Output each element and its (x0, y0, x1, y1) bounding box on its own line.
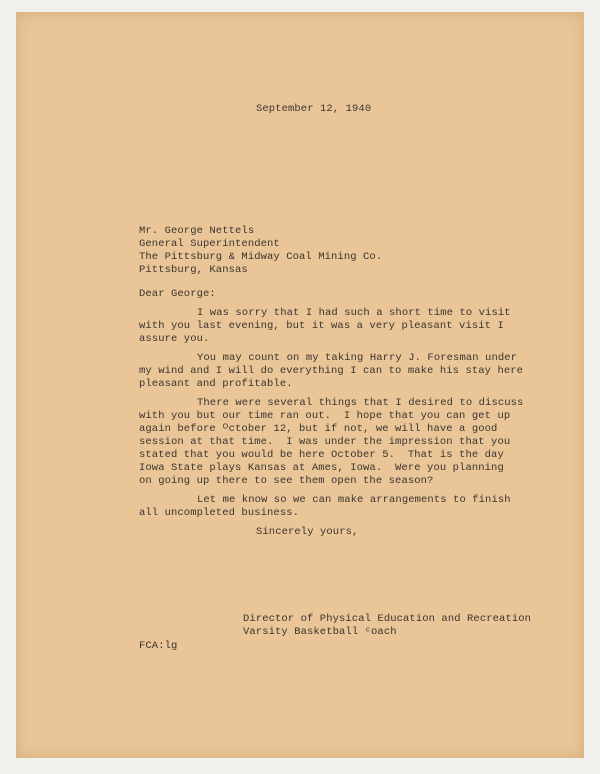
body-line: Let me know so we can make arrangements to finish (197, 494, 511, 506)
signature-title-line: Director of Physical Education and Recreation (243, 613, 532, 625)
body-line: with you last evening, but it was a very pleasant visit I (139, 320, 504, 332)
body-line: There were several things that I desired to discuss (197, 397, 524, 409)
letter-date: September 12, 1940 (256, 103, 372, 115)
body-line: my wind and I will do everything I can to make his stay here (139, 365, 524, 377)
letter-page (16, 12, 584, 758)
body-line: stated that you would be here October 5. That is the day (139, 449, 504, 461)
body-line: Iowa State plays Kansas at Ames, Iowa. Were you planning (139, 462, 504, 474)
closing: Sincerely yours, (256, 526, 359, 538)
body-line: You may count on my taking Harry J. Foresman under (197, 352, 518, 364)
body-line: all uncompleted business. (139, 507, 300, 519)
recipient-line: General Superintendent (139, 238, 280, 250)
body-line: pleasant and profitable. (139, 378, 293, 390)
body-line: session at that time. I was under the impression that you (139, 436, 511, 448)
recipient-line: Pittsburg, Kansas (139, 264, 248, 276)
recipient-line: The Pittsburg & Midway Coal Mining Co. (139, 251, 383, 263)
typist-initials: FCA:lg (139, 640, 178, 652)
body-line: again before ᴼctober 12, but if not, we will have a good (139, 423, 498, 435)
body-line: I was sorry that I had such a short time to visit (197, 307, 511, 319)
body-line: with you but our time ran out. I hope that you can get up (139, 410, 511, 422)
signature-title-line: Varsity Basketball ᶜoach (243, 626, 397, 638)
body-line: on going up there to see them open the season? (139, 475, 434, 487)
salutation: Dear George: (139, 288, 216, 300)
body-line: assure you. (139, 333, 210, 345)
recipient-line: Mr. George Nettels (139, 225, 255, 237)
